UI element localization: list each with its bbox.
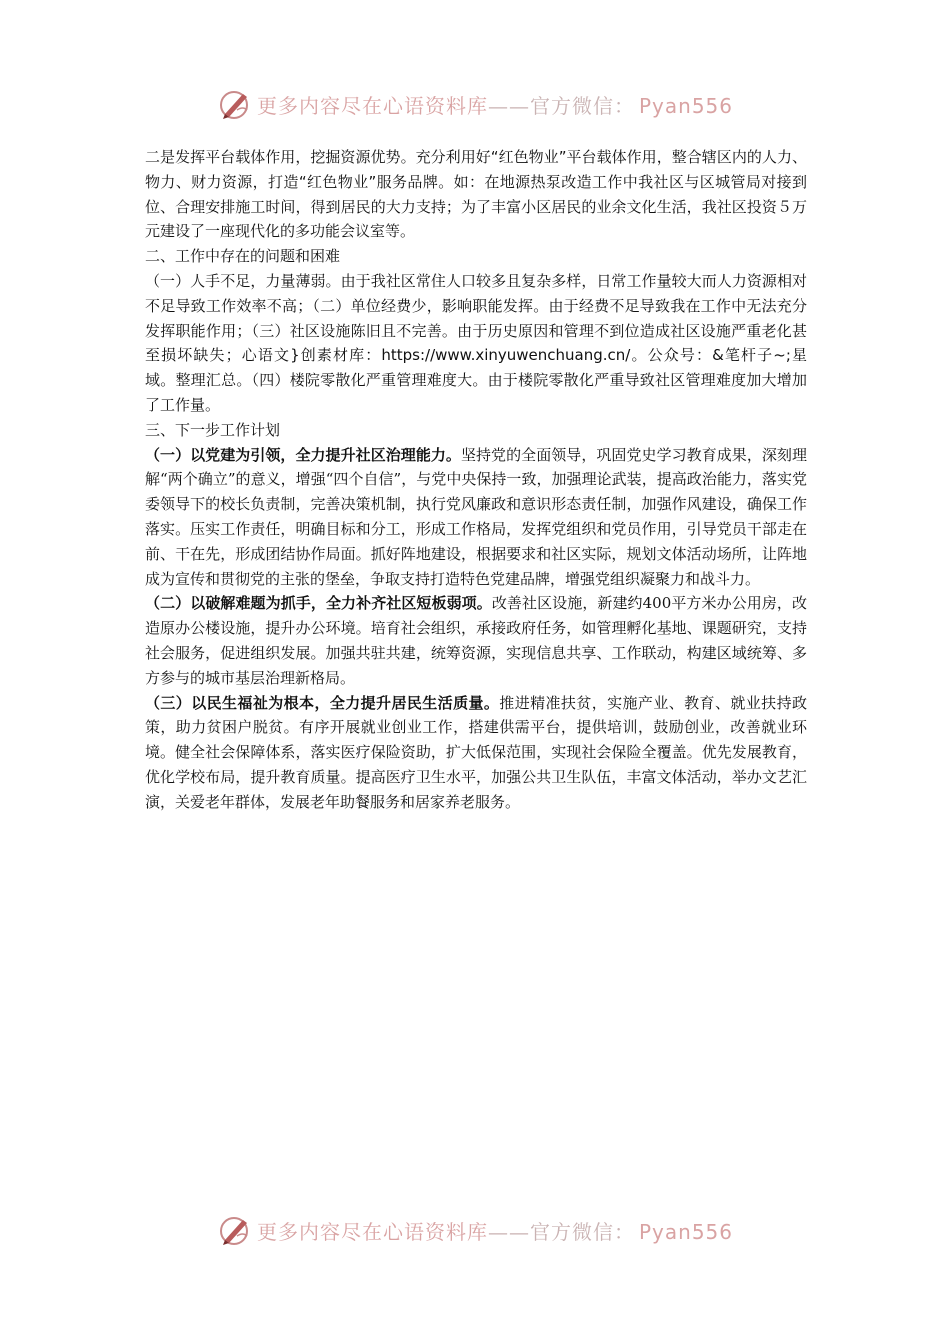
plan-party-heading: （一）以党建为引领，全力提升社区治理能力。 <box>145 445 461 464</box>
watermark-text <box>257 90 733 119</box>
plan-party-text: 坚持党的全面领导，巩固党史学习教育成果，深刻理解“两个确立”的意义，增强“四个自信”，与党中央保持一致，加强理论武装，提高政治能力，落实党委领导下的校长负责制，完善决策机制，执行党风廉政和意识形态责任制，加强作风建设，确保工作落实。压实工作责任，明确目标和分工，形成工作格局，发挥党组织和党员作用，引导党员干部走在前、干在先，形成团结协作局面。抓好阵地建设，根据要求和社区实际，规划文体活动场所，让阵地成为宣传和贯彻党的主张的堡垒，争取支持打造特色党建品牌，增强党组织凝聚力和战斗力。 <box>145 445 807 588</box>
plan-livelihood-text: 推进精准扶贫，实施产业、教育、就业扶持政策，助力贫困户脱贫。有序开展就业创业工作，搭建供需平台，提供培训，鼓励创业，改善就业环境。健全社会保障体系，落实医疗保险资助，扩大低保范围，实现社会保险全覆盖。优先发展教育，优化学校布局，提升教育质量。提高医疗卫生水平，加强公共卫生队伍，丰富文体活动，举办文艺汇演，关爱老年群体，发展老年助餐服务和居家养老服务。 <box>145 693 807 811</box>
watermark-label: 官方微信： <box>529 1219 635 1244</box>
footer-watermark <box>0 1210 950 1250</box>
plan-shortboard-heading: （二）以破解难题为抓手，全力补齐社区短板弱项。 <box>145 594 492 613</box>
paragraph-plan-livelihood <box>145 691 807 815</box>
plan-shortboard-text: 改善社区设施，新建约400平方米办公用房，改造原办公楼设施，提升办公环境。培育社会组织，承接政府任务，如管理孵化基地、课题研究，支持社会服务，促进组织发展。加强共驻共建，统筹资源，实现信息共享、工作联动，构建区域统筹、多方参与的城市基层治理新格局。 <box>145 594 807 687</box>
paragraph-plan-shortboard <box>145 591 807 690</box>
section-heading-problems: 二、工作中存在的问题和困难 <box>145 247 341 266</box>
watermark-separator: —— <box>487 93 530 118</box>
paragraph-plan-party <box>145 443 807 592</box>
pen-logo-icon <box>217 86 253 122</box>
document-body <box>145 145 807 815</box>
watermark-wechat-id: Pyan556 <box>638 93 733 118</box>
header-watermark <box>0 84 950 124</box>
watermark-brand: 更多内容尽在心语资料库 <box>256 1219 488 1244</box>
pen-logo-icon <box>217 1212 253 1248</box>
paragraph-platform: 二是发挥平台载体作用，挖掘资源优势。充分利用好“红色物业”平台载体作用，整合辖区内的人力、物力、财力资源，打造“红色物业”服务品牌。如：在地源热泵改造工作中我社区与区城管局对接到位、合理安排施工时间，得到居民的大力支持；为了丰富小区居民的业余文化生活，我社区投资５万元建设了一座现代化的多功能会议室等。 <box>145 148 807 241</box>
watermark-brand: 更多内容尽在心语资料库 <box>256 93 488 118</box>
watermark-separator: —— <box>487 1219 530 1244</box>
watermark-wechat-id: Pyan556 <box>638 1219 733 1244</box>
watermark-text <box>257 1216 733 1245</box>
section-heading-plan: 三、下一步工作计划 <box>145 420 281 439</box>
paragraph-problems: （一）人手不足，力量薄弱。由于我社区常住人口较多且复杂多样，日常工作量较大而人力资源相对不足导致工作效率不高；（二）单位经费少，影响职能发挥。由于经费不足导致我在工作中无法充分发挥职能作用；（三）社区设施陈旧且不完善。由于历史原因和管理不到位造成社区设施严重老化甚至损坏缺失；心语文}创素材库：https://www.xinyuwenchuang.cn/。公众号：&笔杆子~;星域。整理汇总。（四）楼院零散化严重管理难度大。由于楼院零散化严重导致社区管理难度加大增加了工作量。 <box>145 271 807 414</box>
plan-livelihood-heading: （三）以民生福祉为根本，全力提升居民生活质量。 <box>145 693 500 712</box>
watermark-label: 官方微信： <box>529 93 635 118</box>
